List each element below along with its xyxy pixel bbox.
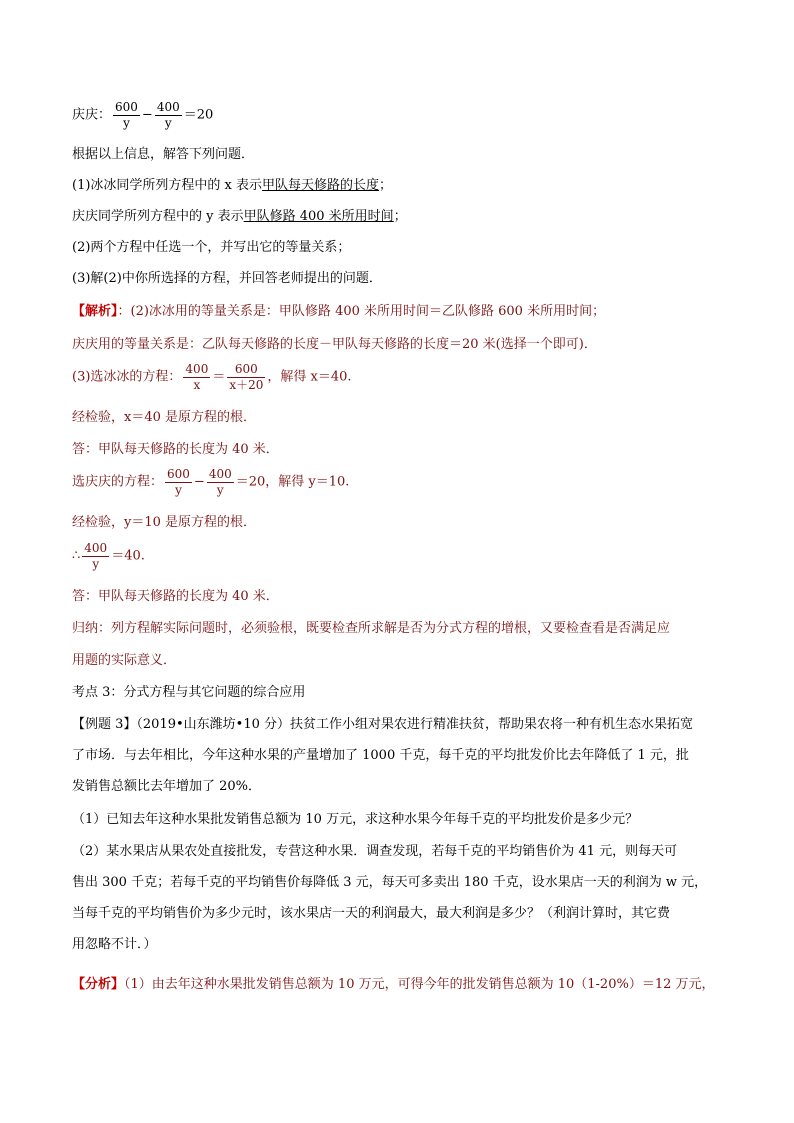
solve-label: (3)选冰冰的方程： xyxy=(72,369,182,385)
underlined-answer: 甲队修路 400 米所用时间 xyxy=(243,209,394,224)
summary-line-2: 用题的实际意义． xyxy=(72,653,177,668)
example-3-line-3: 发销售总额比去年增加了 20%． xyxy=(72,779,262,794)
analysis-tag: 【解析】 xyxy=(72,304,118,319)
analysis-line-2: 庆庆用的等量关系是：乙队每天修路的长度－甲队每天修路的长度＝20 米(选择一个即可)． xyxy=(72,337,597,352)
section-heading: 考点 3：分式方程与其它问题的综合应用 xyxy=(72,685,306,700)
solve-qingqing-line xyxy=(72,467,734,498)
punctuation: ； xyxy=(379,178,393,193)
punctuation: ； xyxy=(393,209,407,224)
analysis-fenxi-line xyxy=(72,975,734,995)
example-3-line: 【例题 3】（2019•山东潍坊•10 分）扶贫工作小组对果农进行精准扶贫，帮助果农将一种有机生态水果拓宽 xyxy=(72,717,693,732)
label-text: 庆庆： xyxy=(72,107,112,123)
question-3-line: (3)解(2)中你所选择的方程，并回答老师提出的问题． xyxy=(72,271,382,286)
denominator: x＋20 xyxy=(229,378,264,392)
fraction xyxy=(207,467,234,498)
denominator: y xyxy=(175,483,182,497)
numerator: 400 xyxy=(156,100,180,114)
example-3-q2-line-4: 用忽略不计．） xyxy=(72,937,157,952)
analysis-tag: 【分析】 xyxy=(72,977,125,992)
denominator: y xyxy=(164,116,172,130)
denominator: y xyxy=(123,116,130,130)
analysis-text: ：(2)冰冰用的等量关系是：甲队修路 400 米所用时间＝乙队修路 600 米所用时间； xyxy=(117,304,606,319)
denominator: y xyxy=(216,483,224,497)
solve-result: ，解得 x＝40. xyxy=(267,369,352,385)
numerator: 600 xyxy=(167,467,190,481)
fraction xyxy=(165,467,192,498)
denominator: y xyxy=(92,557,100,571)
solve-label: 选庆庆的方程： xyxy=(72,474,164,490)
solve-result: ＝20，解得 y＝10. xyxy=(235,474,350,490)
question-1-line xyxy=(72,176,734,196)
example-3-q2-line-3: 当每千克的平均销售价为多少元时，该水果店一天的利润最大，最大利润是多少？（利润计算时，其它费 xyxy=(72,906,671,921)
numerator: 400 xyxy=(185,362,209,376)
solve-bingbing-line xyxy=(72,362,734,393)
analysis-text: （1）由去年这种水果批发销售总额为 10 万元，可得今年的批发销售总额为 10（1-20%）＝12 万元， xyxy=(124,977,715,992)
question-text: (1)冰冰同学所列方程中的 x 表示 xyxy=(72,178,263,193)
fraction xyxy=(183,362,210,393)
numerator: 400 xyxy=(84,541,108,555)
instruction-line: 根据以上信息，解答下列问题． xyxy=(72,147,255,162)
answer-line-2: 答：甲队每天修路的长度为 40 米． xyxy=(72,589,279,604)
therefore-line xyxy=(72,541,734,572)
numerator: 600 xyxy=(227,362,265,378)
numerator: 600 xyxy=(115,100,138,114)
fraction xyxy=(155,100,182,131)
summary-line: 归纳：列方程解实际问题时，必须验根，既要检查所求解是否为分式方程的增根，又要检查看是否满足应 xyxy=(72,621,671,636)
therefore-symbol: ∴ xyxy=(72,548,81,564)
example-3-q2-line-2: 售出 300 千克；若每千克的平均销售价每降低 3 元，每天可多卖出 180 千克，设水果店一天的利润为 w 元， xyxy=(72,875,708,890)
operator: − xyxy=(141,107,153,123)
check-line-2: 经检验，y＝10 是原方程的根． xyxy=(72,515,257,530)
equation-rest: ＝20 xyxy=(183,107,214,123)
analysis-line xyxy=(72,302,734,322)
fraction xyxy=(113,100,140,131)
operator: − xyxy=(193,474,205,490)
question-1b-line xyxy=(72,207,734,227)
answer-line: 答：甲队每天修路的长度为 40 米． xyxy=(72,442,279,457)
equation-qingqing-line xyxy=(72,100,734,131)
fraction xyxy=(227,362,265,393)
operator: ＝ xyxy=(212,369,226,385)
example-3-line-2: 了市场．与去年相比，今年这种水果的产量增加了 1000 千克，每千克的平均批发价比去年降低了 1 元，批 xyxy=(72,748,689,763)
question-text: 庆庆同学所列方程中的 y 表示 xyxy=(72,209,244,224)
denominator: x xyxy=(193,378,201,392)
fraction xyxy=(82,541,109,572)
underlined-answer: 甲队每天修路的长度 xyxy=(262,178,380,193)
question-2-line: (2)两个方程中任选一个，并写出它的等量关系； xyxy=(72,240,351,255)
example-3-q1: （1）已知去年这种水果批发销售总额为 10 万元，求这种水果今年每千克的平均批发价是多少元？ xyxy=(72,812,639,827)
numerator: 400 xyxy=(208,467,232,481)
equation-rest: ＝40. xyxy=(111,548,145,564)
example-3-q2: （2）某水果店从果农处直接批发，专营这种水果．调查发现，若每千克的平均销售价为 41 元，则每天可 xyxy=(72,844,678,859)
check-line: 经检验，x＝40 是原方程的根． xyxy=(72,410,257,425)
